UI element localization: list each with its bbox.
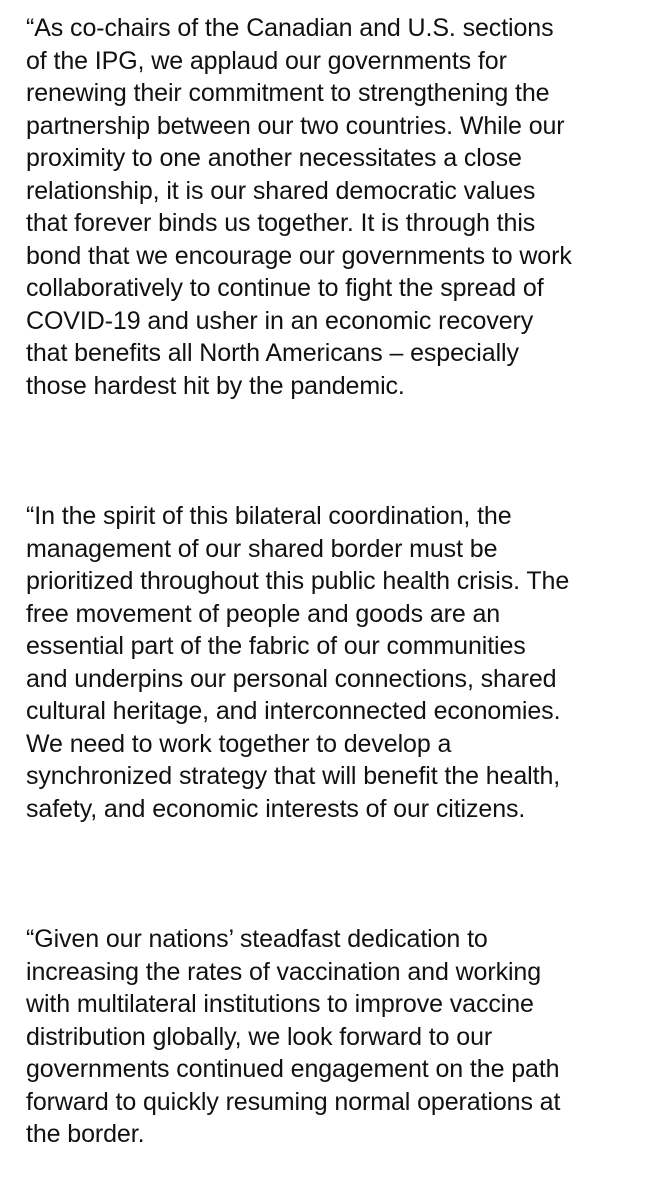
text-line: essential part of the fabric of our communities — [26, 632, 526, 660]
paragraph-spacer — [26, 825, 646, 923]
paragraph-1 — [26, 12, 646, 402]
text-line: management of our shared border must be — [26, 534, 498, 563]
text-line: “In the spirit of this bilateral coordination, the — [26, 502, 512, 530]
text-line: that benefits all North Americans – especially — [26, 339, 519, 367]
text-line: and underpins our personal connections, shared — [26, 664, 557, 693]
text-line: cultural heritage, and interconnected economies. — [26, 697, 561, 725]
text-line: synchronized strategy that will benefit the health, — [26, 762, 561, 790]
text-line: of the IPG, we applaud our governments for — [26, 46, 507, 75]
text-line: with multilateral institutions to improve vaccine — [26, 990, 534, 1018]
text-line: increasing the rates of vaccination and working — [26, 957, 542, 986]
text-line: safety, and economic interests of our citizens. — [26, 794, 526, 823]
text-line: “As co-chairs of the Canadian and U.S. sections — [26, 14, 554, 42]
document-body — [26, 12, 646, 1151]
paragraph-spacer — [26, 402, 646, 500]
text-line: partnership between our two countries. While our — [26, 111, 565, 140]
text-line: renewing their commitment to strengthening the — [26, 79, 550, 107]
text-line: free movement of people and goods are an — [26, 599, 501, 628]
text-line: distribution globally, we look forward to our — [26, 1022, 493, 1051]
text-line: governments continued engagement on the path — [26, 1055, 560, 1083]
text-line: We need to work together to develop a — [26, 729, 452, 758]
paragraph-2 — [26, 500, 646, 825]
text-line: bond that we encourage our governments to work — [26, 241, 572, 270]
text-line: collaboratively to continue to fight the spread of — [26, 274, 544, 302]
text-line: those hardest hit by the pandemic. — [26, 371, 405, 400]
text-line: forward to quickly resuming normal operations at — [26, 1087, 561, 1116]
text-line: “Given our nations’ steadfast dedication to — [26, 925, 488, 953]
text-line: COVID-19 and usher in an economic recovery — [26, 306, 534, 335]
text-line: proximity to one another necessitates a close — [26, 144, 522, 172]
text-line: relationship, it is our shared democratic values — [26, 176, 536, 205]
paragraph-3 — [26, 923, 646, 1151]
text-line: the border. — [26, 1120, 145, 1148]
text-line: prioritized throughout this public health crisis. The — [26, 567, 570, 595]
text-line: that forever binds us together. It is through this — [26, 209, 536, 237]
